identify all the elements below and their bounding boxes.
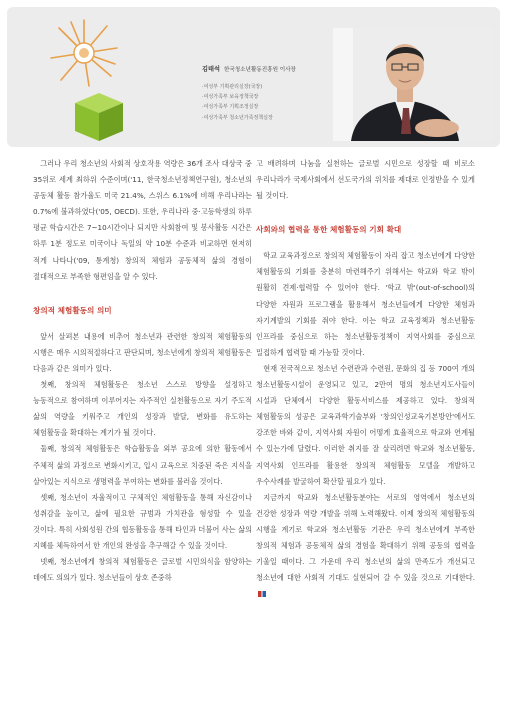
career-list (202, 82, 332, 123)
profile-name: 김태석 (202, 66, 220, 73)
career-item: ·여성가족부 보육정책국장 (202, 94, 259, 101)
section-heading-meaning: 창의적 체험활동의 의미 (33, 305, 112, 315)
profile-name-line (202, 64, 332, 73)
body-paragraph: 둘째, 창의적 체험활동은 학습활동을 외부 공요에 의한 활동에서 주체적 삶의 과정으로 변화시키고, 입시 교육으로 치중된 죽은 지식을 살아있는 지식으로 생명력을 부여하는 변화를 불러올 것이다. (33, 444, 252, 486)
body-paragraph: 첫째, 창의적 체험활동은 청소년 스스로 방향을 설정하고 능동적으로 참여하며 이루어지는 자주적인 실천활동으로 자기 주도적 삶의 역량을 키워주고 개인의 성장과 발달, 변화를 유도하는 체험활동을 확대하는 계기가 될 것이다. (33, 380, 252, 438)
career-item: ·여성부 기획관리실장(국장) (202, 84, 263, 90)
profile-affiliation: 한국청소년활동진흥원 이사장 (223, 67, 296, 73)
body-paragraph: 앞서 살펴본 내용에 비추어 청소년과 관련한 창의적 체험활동의 시행은 매우 시의적절하다고 판단되며, 청소년에게 창의적 체험활동은 다음과 같은 의미가 있다. (33, 331, 252, 373)
body-paragraph: 셋째, 청소년이 자율적이고 구체적인 체험활동을 통해 자신감이나 성취감을 높이고, 삶에 필요한 규범과 가치관을 형성할 수 있을 것이다. 특히 사회성원 간의 협동활동을 통해 타인과 더불어 사는 삶의 지혜를 체득하여서 한 개인의 완성을 추구해갈 수 있을 것이다. (33, 492, 252, 550)
profile-header (7, 7, 500, 147)
closing-text: 지금까지 학교와 청소년활동분야는 서로의 영역에서 청소년의 건강한 성장과 역량 개발을 위해 노력해왔다. 이제 창의적 체험활동의 시행을 계기로 학교와 청소년활동 기관은 우리 청소년에게 부족한 창의적 체험과 공동체적 삶의 경험을 확대하기 위해 공동의 협력을 기울일 때이다. 그 가운데 우리 청소년의 삶의 만족도가 개선되고 청소년에 대한 사회적 기대도 실현되어 갈 수 있을 것으로 기대한다. (256, 492, 475, 583)
continuation-paragraph: 고 배려하며 나눔을 실천하는 글로벌 시민으로 성장할 때 비로소 우리나라가 국제사회에서 선도국가의 위치를 제대로 인정받을 수 있게 될 것이다. (256, 159, 475, 201)
profile-info (202, 64, 332, 123)
right-column (256, 156, 475, 602)
career-item: ·여성가족부 청소년가족정책실장 (202, 114, 273, 121)
section-heading-cooperation: 사회와의 협력을 통한 체험활동의 기회 확대 (256, 225, 402, 235)
body-paragraph: 현재 전국적으로 청소년 수련관과 수련원, 문화의 집 등 700여 개의 청소년활동시설이 운영되고 있고, 2만여 명의 청소년지도사들이 시설과 단체에서 다양한 활동서비스를 제공하고 있다. 창의적 체험활동의 성공은 교육과학기술부와 '창의인성교육기본방안'에서도 강조한 바와 같이, 지역사회 자원이 어떻게 효율적으로 학교와 연계될 수 있는가에 달렸다. 이러한 취지를 잘 살리려면 학교와 청소년활동, 지역사회 인프라를 활용한 창의적 체험활동 모델을 개발하고 우수사례를 발굴하여 확산할 필요가 있다. (256, 363, 475, 486)
body-paragraph: 학교 교육과정으로 창의적 체험활동이 자리 잡고 청소년에게 다양한 체험활동의 기회를 충분히 마련해주기 위해서는 학교와 학교 밖이 원활히 견제·협력할 수 있어야 한다. '학교 밖'(out-of-school)의 다양한 자원과 프로그램을 활용해서 청소년들에게 다양한 체험과 자기계발의 기회를 줘야 한다. 이는 학교 교육정책과 청소년활동 인프라를 중심으로 하는 청소년활동정책이 지역사회를 중심으로 밀접하게 협력할 때 가능할 것이다. (256, 251, 475, 357)
body-paragraph (256, 490, 475, 603)
left-column (33, 156, 252, 586)
portrait-photo (333, 28, 493, 141)
body-paragraph: 넷째, 청소년에게 창의적 체험활동은 글로벌 시민의식을 함양하는 데에도 의의가 있다. 청소년들이 상호 존중하 (33, 557, 252, 583)
career-item: ·여성가족부 기획조정실장 (202, 104, 259, 111)
green-cube-icon (71, 89, 127, 145)
sun-illustration-icon (49, 18, 119, 88)
intro-paragraph: 그러나 우리 청소년의 사회적 상호작용 역량은 36개 조사 대상국 중 35위로 세계 최하위 수준이며('11, 한국청소년정책연구원), 청소년의 공동체 활동 참가율도 미국 21.4%, 스위스 6.1%에 비해 우리나라는 0.7%에 불과하였다('05, OECD). 또한, 우리나라 중·고등학생의 하루 평균 학습시간은 7~10시간이나 되지만 사회참여 및 봉사활동 시간은 하루 1분 정도로 미국이나 독일의 약 10분 수준과 비교하면 현저히 적게 나타나('09, 통계청) 창의적 체험과 공동체적 삶의 경험이 절대적으로 부족한 형편임을 알 수 있다. (33, 159, 252, 281)
end-mark-icon (258, 591, 266, 597)
